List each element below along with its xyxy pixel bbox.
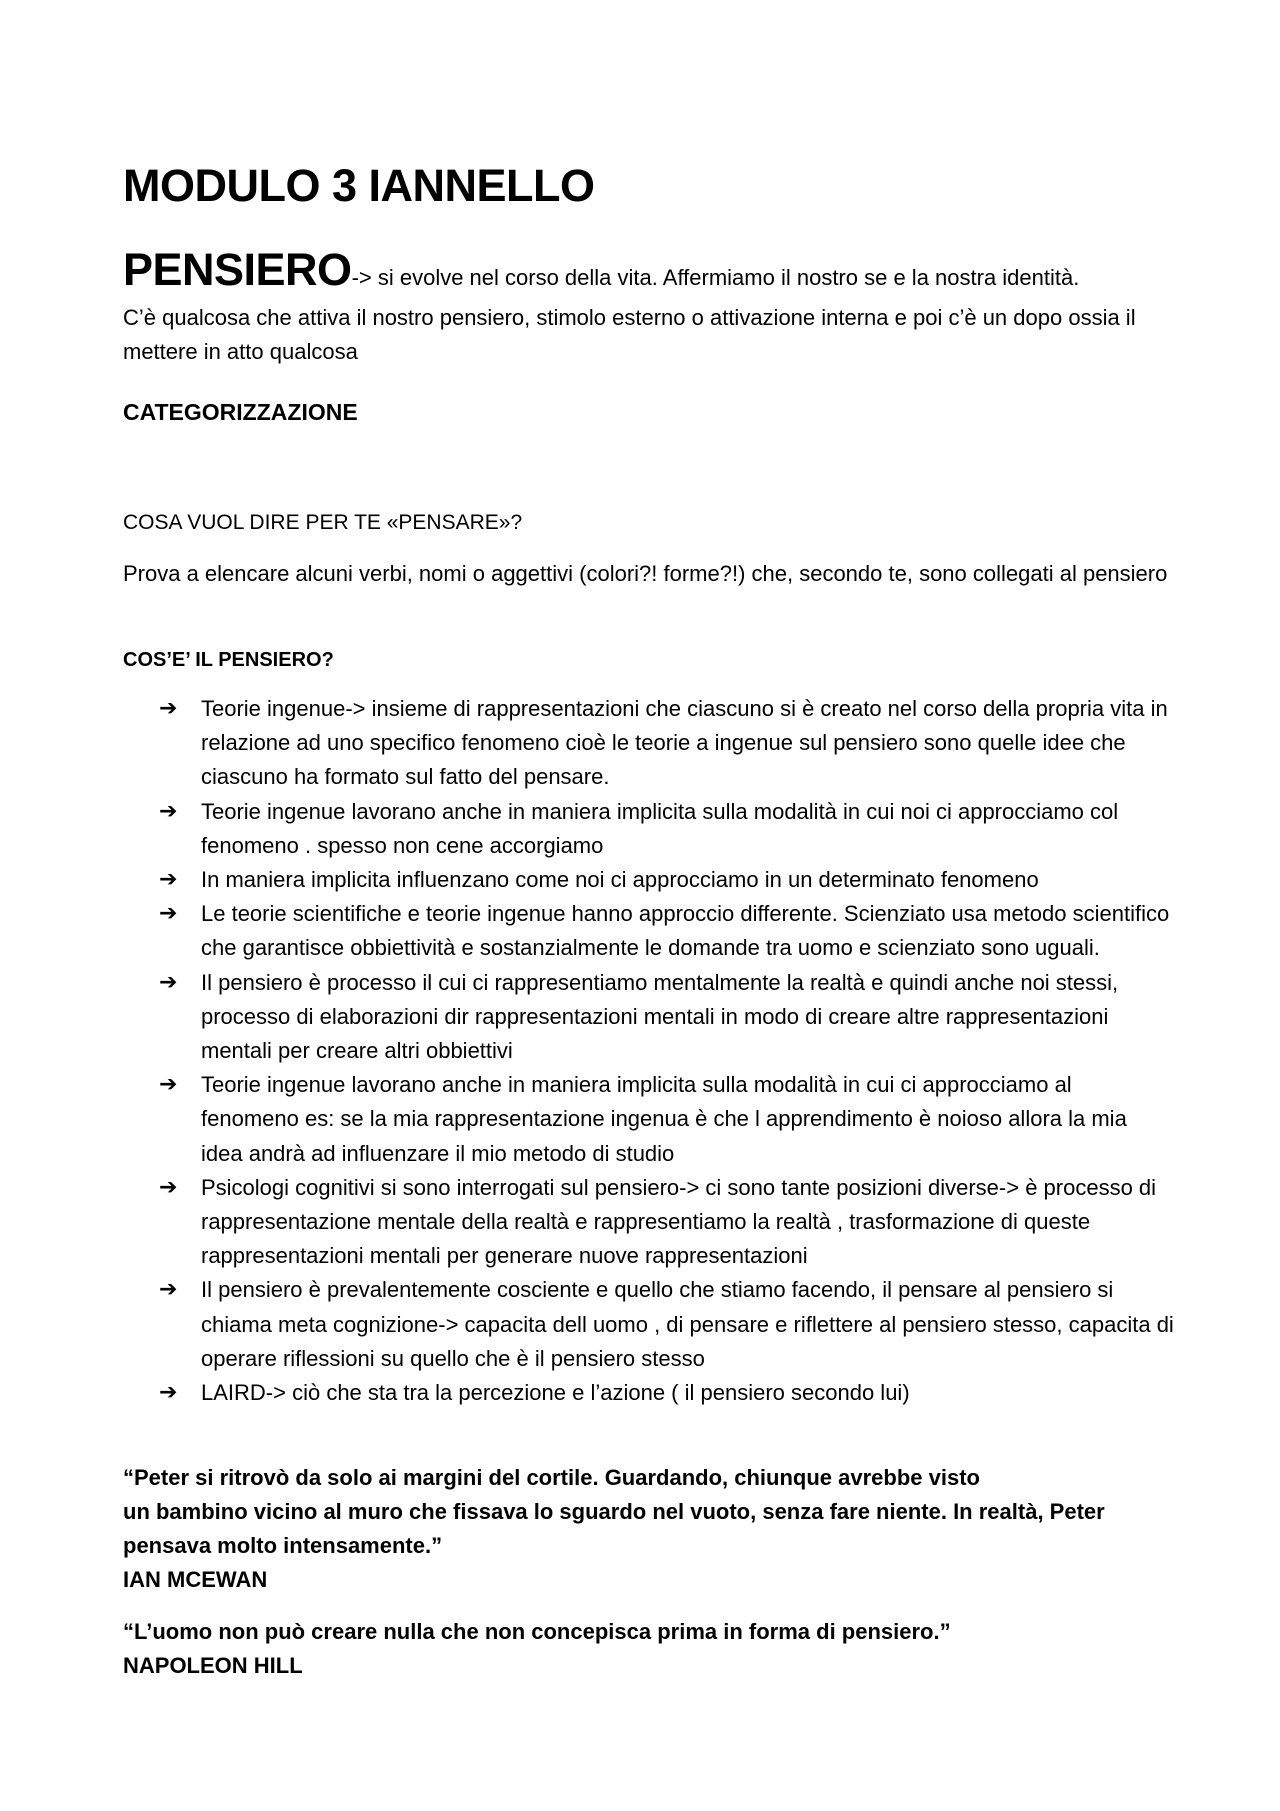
quote-mcewan-author: IAN MCEWAN <box>123 1567 268 1592</box>
right-arrow-icon: ➔ <box>159 798 178 824</box>
list-item-text: Teorie ingenue-> insieme di rappresentazioni che ciascuno si è creato nel corso della propria vita in relazione ad uno specifico fenomeno cioè le teorie a ingenue sul pensiero sono quelle idee che ciascuno ha formato sul fatto del pensare. <box>201 696 1168 790</box>
list-item <box>159 692 1174 795</box>
quote-hill-text: “L’uomo non può creare nulla che non concepisca prima in forma di pensiero.” <box>123 1619 951 1644</box>
categorizzazione-heading: CATEGORIZZAZIONE <box>123 399 358 425</box>
quote-mcewan-line-2: un bambino vicino al muro che fissava lo sguardo nel vuoto, senza fare niente. In realtà, Peter pensava molto intensamente.” <box>123 1499 1105 1558</box>
list-item-text: Le teorie scientifiche e teorie ingenue hanno approccio differente. Scienziato usa metodo scientifico che garantisce obbiettività e sostanzialmente le domande tra uomo e scienziato sono uguali. <box>201 901 1170 961</box>
list-item <box>159 1376 1174 1410</box>
right-arrow-icon: ➔ <box>159 867 178 893</box>
intro-first-line-text: -> si evolve nel corso della vita. Affermiamo il nostro se e la nostra identità. <box>351 265 1080 290</box>
list-item <box>159 897 1174 965</box>
right-arrow-icon: ➔ <box>159 1174 178 1200</box>
quote-hill-author: NAPOLEON HILL <box>123 1653 303 1678</box>
right-arrow-icon: ➔ <box>159 1072 178 1098</box>
pensiero-keyword: PENSIERO <box>123 244 352 295</box>
quote-mcewan <box>123 1461 1173 1597</box>
list-item-text: In maniera implicita influenzano come noi ci approcciamo in un determinato fenomeno <box>201 867 1039 893</box>
intro-continuation: C’è qualcosa che attiva il nostro pensiero, stimolo esterno o attivazione interna e poi c’è un dopo ossia il mettere in atto qualcosa <box>123 305 1136 364</box>
question-verbi: Prova a elencare alcuni verbi, nomi o aggettivi (colori?! forme?!) che, secondo te, sono collegati al pensiero <box>123 561 1168 586</box>
list-item <box>159 1273 1174 1376</box>
question-pensare: COSA VUOL DIRE PER TE «PENSARE»? <box>123 511 523 534</box>
right-arrow-icon: ➔ <box>159 969 178 995</box>
quote-mcewan-line-1: “Peter si ritrovò da solo ai margini del cortile. Guardando, chiunque avrebbe visto <box>123 1465 980 1490</box>
right-arrow-icon: ➔ <box>159 1277 178 1303</box>
list-item-text: Psicologi cognitivi si sono interrogati sul pensiero-> ci sono tante posizioni diverse-> è processo di rappresentazione mentale della realtà e rappresentiamo la realtà , trasformazione di queste rappresentazioni mentali per generare nuove rappresentazioni <box>201 1174 1157 1269</box>
list-item-text: Teorie ingenue lavorano anche in maniera implicita sulla modalità in cui ci approcciamo al fenomeno es: se la mia rappresentazione ingenua è che l apprendimento è noioso allora la mia idea andrà ad influenzare il mio metodo di studio <box>201 1072 1127 1166</box>
list-item <box>159 1171 1174 1274</box>
list-item-text: Il pensiero è prevalentemente cosciente e quello che stiamo facendo, il pensare al pensiero si chiama meta cognizione-> capacita dell uomo , di pensare e riflettere al pensiero stesso, capacita di operare riflessioni su quello che è il pensiero stesso <box>201 1277 1174 1371</box>
right-arrow-icon: ➔ <box>159 901 178 927</box>
list-item-text: LAIRD-> ciò che sta tra la percezione e l’azione ( il pensiero secondo lui) <box>201 1380 910 1406</box>
document-title: MODULO 3 IANNELLO <box>123 160 595 211</box>
list-item <box>159 863 1174 897</box>
intro-first-line <box>123 244 1173 301</box>
right-arrow-icon: ➔ <box>159 1380 178 1406</box>
list-item <box>159 795 1174 863</box>
quote-hill <box>123 1615 1173 1683</box>
list-item <box>159 1068 1174 1171</box>
bullet-list <box>159 692 1174 1410</box>
list-item <box>159 966 1174 1069</box>
list-item-text: Il pensiero è processo il cui ci rappresentiamo mentalmente la realtà e quindi anche noi stessi, processo di elaborazioni dir rappresentazioni mentali in modo di creare altre rappresentazioni mentali per creare altri obbiettivi <box>201 969 1119 1064</box>
intro-paragraph <box>123 244 1173 369</box>
cose-il-pensiero-heading: COS’E’ IL PENSIERO? <box>123 649 334 671</box>
right-arrow-icon: ➔ <box>159 696 178 721</box>
list-item-text: Teorie ingenue lavorano anche in maniera implicita sulla modalità in cui noi ci approcciamo col fenomeno . spesso non cene accorgiamo <box>201 798 1119 858</box>
